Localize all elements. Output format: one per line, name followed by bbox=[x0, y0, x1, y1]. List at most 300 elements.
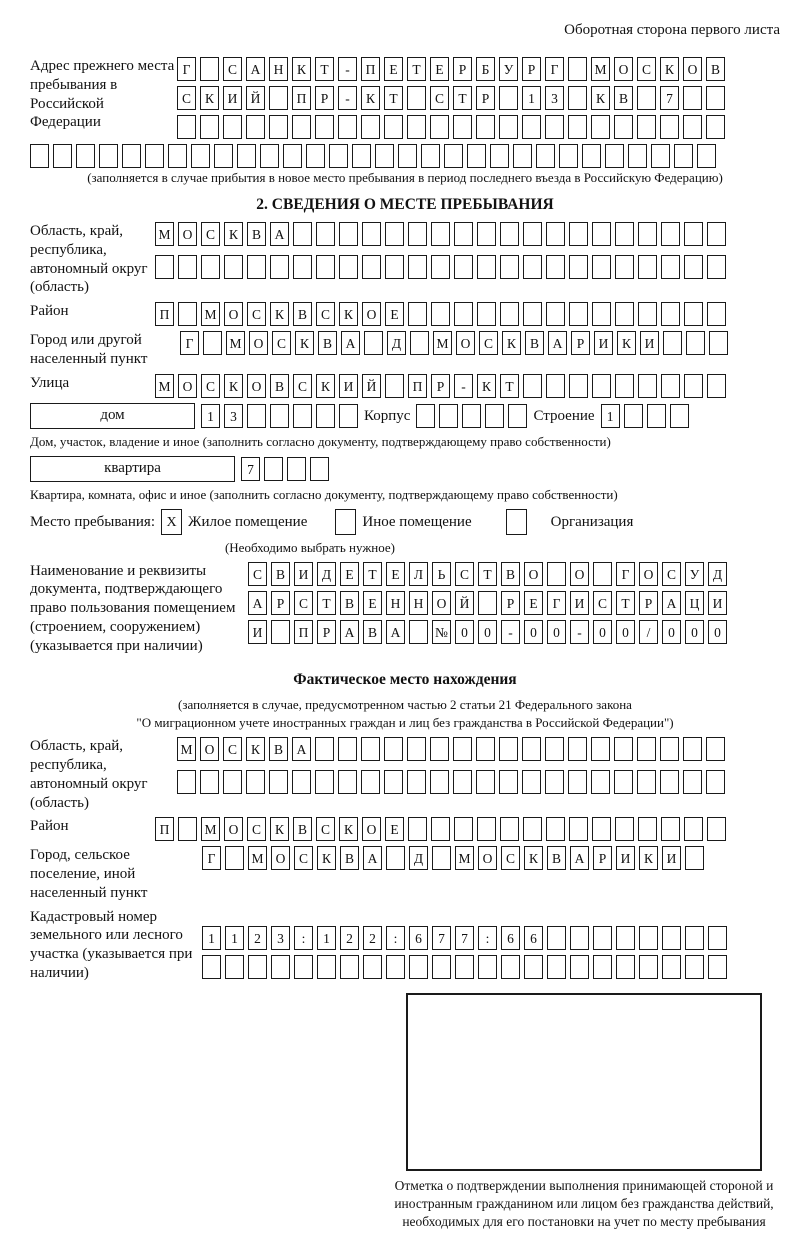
char-box[interactable]: 3 bbox=[224, 404, 243, 428]
checkbox-residential[interactable]: X bbox=[161, 509, 182, 535]
char-box[interactable]: Р bbox=[271, 591, 290, 615]
char-box[interactable] bbox=[386, 955, 405, 979]
char-box[interactable] bbox=[685, 955, 704, 979]
char-box[interactable] bbox=[569, 302, 588, 326]
char-box[interactable]: Т bbox=[616, 591, 635, 615]
char-box[interactable] bbox=[499, 770, 518, 794]
char-box[interactable]: К bbox=[224, 222, 243, 246]
char-box[interactable]: О bbox=[456, 331, 475, 355]
char-box[interactable] bbox=[546, 255, 565, 279]
char-box[interactable] bbox=[485, 404, 504, 428]
char-box[interactable] bbox=[271, 620, 290, 644]
char-box[interactable] bbox=[294, 955, 313, 979]
char-box[interactable]: М bbox=[177, 737, 196, 761]
char-box[interactable] bbox=[384, 770, 403, 794]
char-box[interactable] bbox=[569, 255, 588, 279]
char-box[interactable] bbox=[662, 926, 681, 950]
char-box[interactable] bbox=[628, 144, 647, 168]
char-box[interactable]: - bbox=[338, 86, 357, 110]
char-box[interactable] bbox=[592, 255, 611, 279]
char-box[interactable] bbox=[306, 144, 325, 168]
char-box[interactable]: В bbox=[270, 374, 289, 398]
char-box[interactable]: В bbox=[340, 846, 359, 870]
char-box[interactable] bbox=[707, 302, 726, 326]
char-box[interactable] bbox=[361, 770, 380, 794]
char-box[interactable]: С bbox=[501, 846, 520, 870]
char-box[interactable] bbox=[545, 115, 564, 139]
char-box[interactable] bbox=[545, 737, 564, 761]
char-box[interactable] bbox=[523, 817, 542, 841]
char-box[interactable] bbox=[615, 302, 634, 326]
char-box[interactable] bbox=[709, 331, 728, 355]
char-box[interactable] bbox=[570, 926, 589, 950]
char-box[interactable] bbox=[237, 144, 256, 168]
char-box[interactable] bbox=[490, 144, 509, 168]
char-box[interactable] bbox=[203, 331, 222, 355]
char-box[interactable]: С bbox=[662, 562, 681, 586]
house-field-box[interactable]: дом bbox=[30, 403, 195, 429]
char-box[interactable]: О bbox=[362, 817, 381, 841]
char-box[interactable] bbox=[683, 737, 702, 761]
char-box[interactable]: С bbox=[247, 302, 266, 326]
char-box[interactable]: Р bbox=[639, 591, 658, 615]
char-box[interactable]: О bbox=[271, 846, 290, 870]
char-box[interactable]: С bbox=[272, 331, 291, 355]
char-box[interactable]: А bbox=[340, 620, 359, 644]
char-box[interactable]: У bbox=[685, 562, 704, 586]
char-box[interactable] bbox=[570, 955, 589, 979]
char-box[interactable]: Г bbox=[177, 57, 196, 81]
char-box[interactable] bbox=[316, 255, 335, 279]
char-box[interactable]: Г bbox=[545, 57, 564, 81]
char-box[interactable]: О bbox=[570, 562, 589, 586]
char-box[interactable] bbox=[338, 737, 357, 761]
char-box[interactable] bbox=[593, 955, 612, 979]
char-box[interactable] bbox=[592, 817, 611, 841]
char-box[interactable] bbox=[431, 222, 450, 246]
char-box[interactable] bbox=[592, 302, 611, 326]
char-box[interactable]: В bbox=[501, 562, 520, 586]
char-box[interactable]: И bbox=[294, 562, 313, 586]
char-box[interactable] bbox=[615, 222, 634, 246]
char-box[interactable]: 7 bbox=[455, 926, 474, 950]
char-box[interactable] bbox=[317, 955, 336, 979]
char-box[interactable] bbox=[559, 144, 578, 168]
char-box[interactable] bbox=[523, 255, 542, 279]
char-box[interactable]: А bbox=[292, 737, 311, 761]
char-box[interactable]: - bbox=[501, 620, 520, 644]
char-box[interactable] bbox=[569, 817, 588, 841]
char-box[interactable]: Д bbox=[317, 562, 336, 586]
char-box[interactable] bbox=[547, 926, 566, 950]
char-box[interactable] bbox=[522, 737, 541, 761]
char-box[interactable]: С bbox=[201, 222, 220, 246]
char-box[interactable] bbox=[500, 817, 519, 841]
char-box[interactable] bbox=[287, 457, 306, 481]
char-box[interactable] bbox=[499, 86, 518, 110]
char-box[interactable]: О bbox=[524, 562, 543, 586]
char-box[interactable] bbox=[524, 955, 543, 979]
char-box[interactable] bbox=[707, 817, 726, 841]
char-box[interactable]: Ь bbox=[432, 562, 451, 586]
char-box[interactable] bbox=[569, 374, 588, 398]
char-box[interactable] bbox=[246, 115, 265, 139]
char-box[interactable] bbox=[178, 817, 197, 841]
char-box[interactable]: П bbox=[294, 620, 313, 644]
char-box[interactable]: Е bbox=[385, 817, 404, 841]
char-box[interactable] bbox=[200, 57, 219, 81]
char-box[interactable] bbox=[30, 144, 49, 168]
char-box[interactable] bbox=[615, 374, 634, 398]
char-box[interactable]: В bbox=[340, 591, 359, 615]
char-box[interactable] bbox=[500, 302, 519, 326]
char-box[interactable]: Р bbox=[431, 374, 450, 398]
char-box[interactable] bbox=[697, 144, 716, 168]
char-box[interactable]: С bbox=[479, 331, 498, 355]
char-box[interactable] bbox=[292, 115, 311, 139]
char-box[interactable]: А bbox=[248, 591, 267, 615]
char-box[interactable]: Д bbox=[387, 331, 406, 355]
char-box[interactable] bbox=[431, 817, 450, 841]
char-box[interactable]: / bbox=[639, 620, 658, 644]
char-box[interactable] bbox=[661, 222, 680, 246]
char-box[interactable]: 2 bbox=[340, 926, 359, 950]
char-box[interactable]: О bbox=[639, 562, 658, 586]
char-box[interactable]: И bbox=[616, 846, 635, 870]
char-box[interactable]: С bbox=[247, 817, 266, 841]
char-box[interactable] bbox=[478, 591, 497, 615]
char-box[interactable] bbox=[568, 115, 587, 139]
char-box[interactable] bbox=[310, 457, 329, 481]
char-box[interactable] bbox=[614, 737, 633, 761]
char-box[interactable] bbox=[638, 374, 657, 398]
char-box[interactable] bbox=[624, 404, 643, 428]
char-box[interactable] bbox=[684, 255, 703, 279]
char-box[interactable] bbox=[362, 222, 381, 246]
char-box[interactable] bbox=[546, 374, 565, 398]
char-box[interactable]: К bbox=[660, 57, 679, 81]
char-box[interactable]: И bbox=[248, 620, 267, 644]
char-box[interactable]: С bbox=[316, 302, 335, 326]
char-box[interactable]: 0 bbox=[455, 620, 474, 644]
char-box[interactable]: В bbox=[525, 331, 544, 355]
char-box[interactable] bbox=[638, 255, 657, 279]
char-box[interactable]: 1 bbox=[522, 86, 541, 110]
char-box[interactable] bbox=[408, 302, 427, 326]
char-box[interactable]: 1 bbox=[317, 926, 336, 950]
char-box[interactable]: П bbox=[292, 86, 311, 110]
char-box[interactable] bbox=[384, 737, 403, 761]
char-box[interactable] bbox=[582, 144, 601, 168]
char-box[interactable]: О bbox=[247, 374, 266, 398]
char-box[interactable] bbox=[508, 404, 527, 428]
char-box[interactable]: 0 bbox=[685, 620, 704, 644]
char-box[interactable] bbox=[706, 86, 725, 110]
char-box[interactable] bbox=[522, 115, 541, 139]
char-box[interactable]: С bbox=[248, 562, 267, 586]
char-box[interactable]: : bbox=[478, 926, 497, 950]
char-box[interactable]: О bbox=[362, 302, 381, 326]
char-box[interactable] bbox=[684, 817, 703, 841]
char-box[interactable]: 2 bbox=[363, 926, 382, 950]
char-box[interactable]: О bbox=[178, 374, 197, 398]
char-box[interactable] bbox=[477, 302, 496, 326]
char-box[interactable] bbox=[200, 770, 219, 794]
char-box[interactable]: К bbox=[246, 737, 265, 761]
char-box[interactable] bbox=[352, 144, 371, 168]
char-box[interactable] bbox=[476, 115, 495, 139]
char-box[interactable] bbox=[384, 115, 403, 139]
char-box[interactable]: В bbox=[547, 846, 566, 870]
char-box[interactable] bbox=[708, 955, 727, 979]
char-box[interactable] bbox=[684, 302, 703, 326]
char-box[interactable] bbox=[430, 737, 449, 761]
char-box[interactable]: Е bbox=[384, 57, 403, 81]
char-box[interactable]: 7 bbox=[660, 86, 679, 110]
char-box[interactable]: С bbox=[316, 817, 335, 841]
char-box[interactable]: О bbox=[224, 302, 243, 326]
char-box[interactable]: Р bbox=[476, 86, 495, 110]
char-box[interactable] bbox=[593, 926, 612, 950]
char-box[interactable]: Й bbox=[362, 374, 381, 398]
char-box[interactable] bbox=[546, 817, 565, 841]
char-box[interactable] bbox=[615, 817, 634, 841]
char-box[interactable] bbox=[684, 222, 703, 246]
char-box[interactable]: Г bbox=[616, 562, 635, 586]
char-box[interactable]: А bbox=[363, 846, 382, 870]
char-box[interactable] bbox=[536, 144, 555, 168]
char-box[interactable]: Р bbox=[501, 591, 520, 615]
char-box[interactable]: К bbox=[591, 86, 610, 110]
char-box[interactable] bbox=[155, 255, 174, 279]
char-box[interactable]: Г bbox=[180, 331, 199, 355]
char-box[interactable] bbox=[339, 404, 358, 428]
char-box[interactable] bbox=[500, 222, 519, 246]
char-box[interactable]: М bbox=[155, 222, 174, 246]
char-box[interactable]: К bbox=[200, 86, 219, 110]
char-box[interactable]: И bbox=[594, 331, 613, 355]
char-box[interactable] bbox=[708, 926, 727, 950]
apartment-field-box[interactable]: квартира bbox=[30, 456, 235, 482]
char-box[interactable]: Т bbox=[500, 374, 519, 398]
char-box[interactable] bbox=[499, 115, 518, 139]
char-box[interactable]: № bbox=[432, 620, 451, 644]
checkbox-organization[interactable] bbox=[506, 509, 527, 535]
char-box[interactable]: О bbox=[432, 591, 451, 615]
char-box[interactable] bbox=[663, 331, 682, 355]
char-box[interactable] bbox=[614, 115, 633, 139]
char-box[interactable]: 7 bbox=[432, 926, 451, 950]
char-box[interactable] bbox=[616, 955, 635, 979]
checkbox-other-premises[interactable] bbox=[335, 509, 356, 535]
char-box[interactable] bbox=[647, 404, 666, 428]
char-box[interactable] bbox=[500, 255, 519, 279]
char-box[interactable]: Р bbox=[571, 331, 590, 355]
char-box[interactable] bbox=[638, 817, 657, 841]
char-box[interactable] bbox=[178, 302, 197, 326]
char-box[interactable]: М bbox=[248, 846, 267, 870]
char-box[interactable]: М bbox=[201, 302, 220, 326]
char-box[interactable] bbox=[362, 255, 381, 279]
char-box[interactable] bbox=[202, 955, 221, 979]
char-box[interactable]: Н bbox=[269, 57, 288, 81]
char-box[interactable] bbox=[224, 255, 243, 279]
char-box[interactable] bbox=[329, 144, 348, 168]
char-box[interactable] bbox=[361, 115, 380, 139]
char-box[interactable] bbox=[416, 404, 435, 428]
char-box[interactable]: У bbox=[499, 57, 518, 81]
char-box[interactable] bbox=[407, 86, 426, 110]
char-box[interactable]: - bbox=[454, 374, 473, 398]
char-box[interactable]: М bbox=[201, 817, 220, 841]
char-box[interactable] bbox=[271, 955, 290, 979]
char-box[interactable] bbox=[615, 255, 634, 279]
char-box[interactable]: 0 bbox=[524, 620, 543, 644]
char-box[interactable]: 6 bbox=[524, 926, 543, 950]
char-box[interactable]: К bbox=[339, 302, 358, 326]
char-box[interactable] bbox=[316, 404, 335, 428]
char-box[interactable] bbox=[223, 115, 242, 139]
char-box[interactable]: И bbox=[640, 331, 659, 355]
char-box[interactable] bbox=[339, 222, 358, 246]
char-box[interactable] bbox=[315, 770, 334, 794]
char-box[interactable]: : bbox=[386, 926, 405, 950]
char-box[interactable] bbox=[293, 404, 312, 428]
char-box[interactable] bbox=[591, 115, 610, 139]
char-box[interactable]: Т bbox=[317, 591, 336, 615]
char-box[interactable] bbox=[547, 955, 566, 979]
char-box[interactable] bbox=[591, 770, 610, 794]
char-box[interactable] bbox=[501, 955, 520, 979]
char-box[interactable] bbox=[270, 255, 289, 279]
char-box[interactable]: К bbox=[316, 374, 335, 398]
char-box[interactable]: К bbox=[524, 846, 543, 870]
char-box[interactable]: И bbox=[223, 86, 242, 110]
char-box[interactable] bbox=[547, 562, 566, 586]
char-box[interactable] bbox=[454, 222, 473, 246]
char-box[interactable] bbox=[651, 144, 670, 168]
char-box[interactable] bbox=[523, 374, 542, 398]
char-box[interactable] bbox=[407, 737, 426, 761]
char-box[interactable] bbox=[637, 115, 656, 139]
char-box[interactable] bbox=[661, 817, 680, 841]
char-box[interactable] bbox=[145, 144, 164, 168]
char-box[interactable] bbox=[364, 331, 383, 355]
char-box[interactable] bbox=[454, 302, 473, 326]
char-box[interactable]: 0 bbox=[708, 620, 727, 644]
char-box[interactable]: В bbox=[614, 86, 633, 110]
char-box[interactable] bbox=[568, 770, 587, 794]
char-box[interactable]: О bbox=[178, 222, 197, 246]
char-box[interactable]: К bbox=[339, 817, 358, 841]
char-box[interactable]: Р bbox=[453, 57, 472, 81]
char-box[interactable]: И bbox=[662, 846, 681, 870]
char-box[interactable] bbox=[293, 255, 312, 279]
char-box[interactable]: И bbox=[570, 591, 589, 615]
char-box[interactable] bbox=[177, 115, 196, 139]
char-box[interactable] bbox=[685, 926, 704, 950]
char-box[interactable] bbox=[670, 404, 689, 428]
char-box[interactable]: С bbox=[293, 374, 312, 398]
char-box[interactable]: 0 bbox=[616, 620, 635, 644]
char-box[interactable]: К bbox=[224, 374, 243, 398]
char-box[interactable]: 0 bbox=[547, 620, 566, 644]
char-box[interactable] bbox=[568, 737, 587, 761]
char-box[interactable]: 0 bbox=[478, 620, 497, 644]
char-box[interactable] bbox=[568, 86, 587, 110]
char-box[interactable] bbox=[523, 302, 542, 326]
char-box[interactable]: В bbox=[293, 817, 312, 841]
char-box[interactable] bbox=[76, 144, 95, 168]
char-box[interactable]: О bbox=[200, 737, 219, 761]
char-box[interactable] bbox=[477, 255, 496, 279]
char-box[interactable]: Н bbox=[409, 591, 428, 615]
char-box[interactable]: В bbox=[269, 737, 288, 761]
char-box[interactable] bbox=[408, 817, 427, 841]
char-box[interactable]: В bbox=[247, 222, 266, 246]
char-box[interactable] bbox=[430, 115, 449, 139]
char-box[interactable] bbox=[684, 374, 703, 398]
char-box[interactable] bbox=[431, 255, 450, 279]
char-box[interactable]: 7 bbox=[241, 457, 260, 481]
char-box[interactable] bbox=[53, 144, 72, 168]
char-box[interactable]: К bbox=[295, 331, 314, 355]
char-box[interactable]: А bbox=[270, 222, 289, 246]
char-box[interactable] bbox=[248, 955, 267, 979]
char-box[interactable]: О bbox=[478, 846, 497, 870]
char-box[interactable] bbox=[616, 926, 635, 950]
char-box[interactable] bbox=[660, 737, 679, 761]
char-box[interactable]: А bbox=[246, 57, 265, 81]
char-box[interactable] bbox=[385, 222, 404, 246]
char-box[interactable] bbox=[545, 770, 564, 794]
char-box[interactable] bbox=[569, 222, 588, 246]
char-box[interactable]: Н bbox=[386, 591, 405, 615]
char-box[interactable] bbox=[315, 737, 334, 761]
char-box[interactable]: С bbox=[637, 57, 656, 81]
char-box[interactable]: 3 bbox=[545, 86, 564, 110]
char-box[interactable] bbox=[339, 255, 358, 279]
char-box[interactable] bbox=[453, 737, 472, 761]
char-box[interactable]: А bbox=[341, 331, 360, 355]
char-box[interactable] bbox=[408, 255, 427, 279]
char-box[interactable] bbox=[293, 222, 312, 246]
char-box[interactable]: С bbox=[177, 86, 196, 110]
char-box[interactable]: С bbox=[455, 562, 474, 586]
char-box[interactable]: 6 bbox=[409, 926, 428, 950]
char-box[interactable]: Й bbox=[455, 591, 474, 615]
char-box[interactable] bbox=[568, 57, 587, 81]
char-box[interactable] bbox=[338, 115, 357, 139]
char-box[interactable]: Е bbox=[524, 591, 543, 615]
char-box[interactable]: М bbox=[455, 846, 474, 870]
char-box[interactable] bbox=[637, 737, 656, 761]
char-box[interactable] bbox=[283, 144, 302, 168]
char-box[interactable]: А bbox=[662, 591, 681, 615]
char-box[interactable] bbox=[432, 955, 451, 979]
char-box[interactable]: 2 bbox=[248, 926, 267, 950]
char-box[interactable] bbox=[685, 846, 704, 870]
char-box[interactable] bbox=[477, 222, 496, 246]
char-box[interactable]: Б bbox=[476, 57, 495, 81]
char-box[interactable]: Е bbox=[340, 562, 359, 586]
char-box[interactable]: А bbox=[386, 620, 405, 644]
char-box[interactable] bbox=[591, 737, 610, 761]
char-box[interactable]: К bbox=[477, 374, 496, 398]
char-box[interactable]: Ц bbox=[685, 591, 704, 615]
char-box[interactable]: Р bbox=[315, 86, 334, 110]
char-box[interactable]: И bbox=[339, 374, 358, 398]
